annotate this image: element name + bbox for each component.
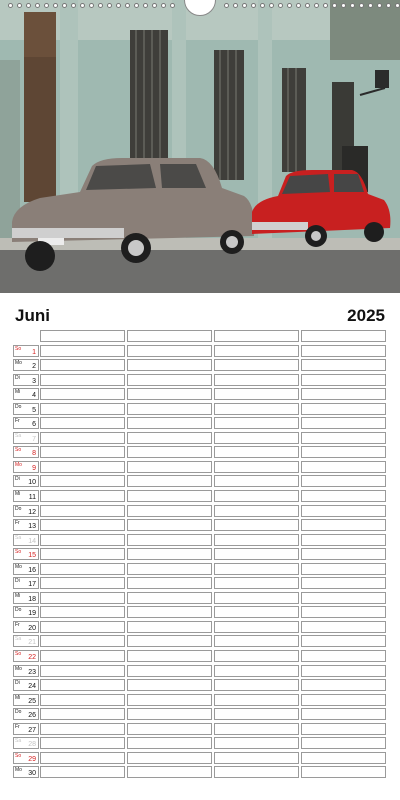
day-row	[13, 649, 386, 664]
entry-cell[interactable]	[214, 475, 299, 487]
day-row	[13, 707, 386, 722]
day-row	[13, 489, 386, 504]
day-number: 24	[28, 683, 36, 691]
entry-cell[interactable]	[301, 345, 386, 357]
day-number: 19	[28, 610, 36, 618]
day-number: 21	[28, 639, 36, 647]
day-row	[13, 664, 386, 679]
entry-cell[interactable]	[40, 505, 125, 517]
entry-cell[interactable]	[301, 388, 386, 400]
entry-cell[interactable]	[301, 766, 386, 778]
day-number: 14	[28, 537, 36, 545]
day-row	[13, 751, 386, 766]
day-row	[13, 765, 386, 780]
entry-cell[interactable]	[214, 577, 299, 589]
day-label-cell	[13, 417, 39, 429]
day-row	[13, 736, 386, 751]
entry-cell[interactable]	[40, 723, 125, 735]
entry-cell[interactable]	[127, 737, 212, 749]
day-label-cell	[13, 374, 39, 386]
day-number: 26	[28, 712, 36, 720]
entry-cell[interactable]	[301, 359, 386, 371]
entry-cell[interactable]	[127, 475, 212, 487]
entry-cell[interactable]	[40, 345, 125, 357]
binding-hole	[224, 3, 229, 8]
day-label-cell	[13, 577, 39, 589]
entry-cell[interactable]	[301, 752, 386, 764]
day-number: 12	[28, 508, 36, 516]
entry-cell[interactable]	[214, 606, 299, 618]
binding-hole	[143, 3, 148, 8]
entry-cell[interactable]	[301, 679, 386, 691]
day-number: 9	[32, 464, 36, 472]
day-row	[13, 547, 386, 562]
weekday-label: Sa	[15, 534, 22, 541]
entry-cell[interactable]	[127, 374, 212, 386]
entry-cell[interactable]	[127, 505, 212, 517]
day-row	[13, 693, 386, 708]
day-label-cell	[13, 708, 39, 720]
entry-cell[interactable]	[40, 563, 125, 575]
day-row	[13, 620, 386, 635]
day-label-cell	[13, 403, 39, 415]
entry-cell[interactable]	[40, 665, 125, 677]
binding-hole	[269, 3, 274, 8]
day-label-cell	[13, 752, 39, 764]
entry-cell[interactable]	[214, 490, 299, 502]
entry-cell[interactable]	[214, 446, 299, 458]
binding-hole	[152, 3, 157, 8]
day-label-cell	[13, 737, 39, 749]
day-number: 20	[28, 624, 36, 632]
binding-hole	[80, 3, 85, 8]
entry-cell[interactable]	[214, 737, 299, 749]
entry-cell[interactable]	[214, 519, 299, 531]
day-number: 29	[28, 755, 36, 763]
day-number: 8	[32, 450, 36, 458]
binding-hole	[242, 3, 247, 8]
entry-cell[interactable]	[127, 534, 212, 546]
entry-cell[interactable]	[40, 534, 125, 546]
entry-cell[interactable]	[40, 737, 125, 749]
entry-cell[interactable]	[301, 403, 386, 415]
day-number: 3	[32, 377, 36, 385]
entry-cell[interactable]	[301, 577, 386, 589]
day-label-cell	[13, 679, 39, 691]
entry-cell[interactable]	[40, 635, 125, 647]
binding-hole	[332, 3, 337, 8]
binding-hole	[251, 3, 256, 8]
entry-cell[interactable]	[301, 708, 386, 720]
weekday-label: Sa	[15, 636, 22, 643]
day-label-cell	[13, 388, 39, 400]
binding-hole	[170, 3, 175, 8]
entry-cell[interactable]	[127, 679, 212, 691]
weekday-label: Di	[15, 374, 20, 381]
entry-cell[interactable]	[127, 752, 212, 764]
weekday-label: Mi	[15, 694, 21, 701]
entry-cell[interactable]	[127, 592, 212, 604]
entry-cell[interactable]	[301, 563, 386, 575]
day-number: 10	[28, 479, 36, 487]
entry-cell[interactable]	[40, 475, 125, 487]
entry-cell[interactable]	[214, 563, 299, 575]
entry-cell[interactable]	[40, 359, 125, 371]
entry-cell[interactable]	[127, 708, 212, 720]
binding-hole	[368, 3, 373, 8]
weekday-label: Mo	[15, 665, 22, 672]
binding-hole	[395, 3, 400, 8]
day-number: 17	[28, 581, 36, 589]
binding-hole	[287, 3, 292, 8]
binding-hole	[17, 3, 22, 8]
weekday-label: Fr	[15, 621, 20, 628]
weekday-label: Fr	[15, 520, 20, 527]
entry-cell[interactable]	[301, 505, 386, 517]
weekday-label: Mi	[15, 389, 21, 396]
binding-hole	[134, 3, 139, 8]
entry-cell[interactable]	[214, 708, 299, 720]
entry-cell[interactable]	[127, 606, 212, 618]
entry-cell[interactable]	[40, 766, 125, 778]
day-label-cell	[13, 606, 39, 618]
day-row	[13, 533, 386, 548]
day-label-cell	[13, 359, 39, 371]
day-row	[13, 445, 386, 460]
binding-hole	[35, 3, 40, 8]
binding-hole	[386, 3, 391, 8]
weekday-label: Di	[15, 476, 20, 483]
entry-cell[interactable]	[127, 359, 212, 371]
entry-cell[interactable]	[214, 505, 299, 517]
day-row	[13, 562, 386, 577]
day-row	[13, 431, 386, 446]
weekday-label: Mi	[15, 592, 21, 599]
entry-cell[interactable]	[40, 621, 125, 633]
day-row	[13, 460, 386, 475]
weekday-label: Fr	[15, 723, 20, 730]
weekday-label: Do	[15, 709, 22, 716]
entry-cell[interactable]	[40, 592, 125, 604]
entry-cell[interactable]	[301, 592, 386, 604]
entry-cell[interactable]	[40, 548, 125, 560]
weekday-label: So	[15, 752, 22, 759]
entry-cell[interactable]	[301, 534, 386, 546]
day-number: 30	[28, 770, 36, 778]
day-row	[13, 344, 386, 359]
day-label-cell	[13, 490, 39, 502]
entry-cell[interactable]	[214, 461, 299, 473]
entry-cell[interactable]	[301, 490, 386, 502]
day-number: 4	[32, 392, 36, 400]
column-header-cell[interactable]	[40, 330, 125, 342]
binding-hole	[296, 3, 301, 8]
weekday-label: Mo	[15, 767, 22, 774]
entry-cell[interactable]	[214, 388, 299, 400]
entry-cell[interactable]	[40, 374, 125, 386]
day-row	[13, 358, 386, 373]
weekday-label: Mo	[15, 461, 22, 468]
day-number: 7	[32, 435, 36, 443]
day-row	[13, 722, 386, 737]
entry-cell[interactable]	[214, 359, 299, 371]
weekday-label: So	[15, 447, 22, 454]
entry-cell[interactable]	[214, 621, 299, 633]
entry-cell[interactable]	[301, 621, 386, 633]
weekday-label: Fr	[15, 418, 20, 425]
day-number: 22	[28, 654, 36, 662]
entry-cell[interactable]	[301, 417, 386, 429]
binding-hole	[359, 3, 364, 8]
day-number: 6	[32, 421, 36, 429]
entry-cell[interactable]	[301, 461, 386, 473]
binding-hole	[107, 3, 112, 8]
day-label-cell	[13, 635, 39, 647]
entry-cell[interactable]	[214, 723, 299, 735]
entry-cell[interactable]	[214, 650, 299, 662]
entry-cell[interactable]	[40, 403, 125, 415]
day-number: 23	[28, 668, 36, 676]
entry-cell[interactable]	[301, 548, 386, 560]
entry-cell[interactable]	[301, 606, 386, 618]
day-row	[13, 504, 386, 519]
entry-cell[interactable]	[214, 432, 299, 444]
day-row	[13, 416, 386, 431]
weekday-label: Sa	[15, 738, 22, 745]
weekday-label: Mo	[15, 360, 22, 367]
binding-hole	[26, 3, 31, 8]
entry-cell[interactable]	[301, 519, 386, 531]
entry-cell[interactable]	[127, 345, 212, 357]
binding-hole	[71, 3, 76, 8]
entry-cell[interactable]	[40, 708, 125, 720]
entry-cell[interactable]	[40, 490, 125, 502]
entry-cell[interactable]	[127, 490, 212, 502]
day-row	[13, 474, 386, 489]
day-number: 27	[28, 726, 36, 734]
entry-cell[interactable]	[40, 606, 125, 618]
entry-cell[interactable]	[127, 388, 212, 400]
binding-hole	[98, 3, 103, 8]
entry-cell[interactable]	[214, 592, 299, 604]
day-row	[13, 591, 386, 606]
entry-cell[interactable]	[127, 694, 212, 706]
year-title: 2025	[347, 306, 385, 325]
day-label-cell	[13, 534, 39, 546]
entry-cell[interactable]	[301, 432, 386, 444]
day-row	[13, 518, 386, 533]
entry-cell[interactable]	[301, 694, 386, 706]
binding-hole	[350, 3, 355, 8]
entry-cell[interactable]	[127, 403, 212, 415]
entry-cell[interactable]	[214, 548, 299, 560]
day-number: 25	[28, 697, 36, 705]
entry-cell[interactable]	[301, 723, 386, 735]
binding-hole	[89, 3, 94, 8]
day-row	[13, 402, 386, 417]
entry-cell[interactable]	[214, 374, 299, 386]
day-label-cell	[13, 694, 39, 706]
entry-cell[interactable]	[127, 417, 212, 429]
day-number: 13	[28, 523, 36, 531]
entry-cell[interactable]	[214, 694, 299, 706]
entry-cell[interactable]	[40, 519, 125, 531]
binding-hole	[341, 3, 346, 8]
day-row	[13, 576, 386, 591]
entry-cell[interactable]	[301, 737, 386, 749]
entry-cell[interactable]	[40, 650, 125, 662]
entry-cell[interactable]	[127, 723, 212, 735]
weekday-label: Do	[15, 505, 22, 512]
entry-cell[interactable]	[301, 475, 386, 487]
day-number: 18	[28, 595, 36, 603]
binding-hole	[278, 3, 283, 8]
entry-cell[interactable]	[40, 679, 125, 691]
day-label-cell	[13, 592, 39, 604]
binding-hole	[8, 3, 13, 8]
weekday-label: Do	[15, 607, 22, 614]
entry-cell[interactable]	[127, 635, 212, 647]
day-label-cell	[13, 723, 39, 735]
day-label-cell	[13, 461, 39, 473]
entry-cell[interactable]	[127, 577, 212, 589]
day-label-cell	[13, 766, 39, 778]
day-label-cell	[13, 345, 39, 357]
day-label-cell	[13, 505, 39, 517]
calendar-photo	[0, 0, 400, 293]
binding-hole	[44, 3, 49, 8]
entry-cell[interactable]	[40, 752, 125, 764]
day-row	[13, 605, 386, 620]
day-number: 5	[32, 406, 36, 414]
binding-hole	[161, 3, 166, 8]
entry-cell[interactable]	[40, 388, 125, 400]
entry-cell[interactable]	[214, 635, 299, 647]
day-label-cell	[13, 548, 39, 560]
entry-cell[interactable]	[127, 650, 212, 662]
day-label-cell	[13, 519, 39, 531]
weekday-label: Di	[15, 578, 20, 585]
binding-hole	[233, 3, 238, 8]
day-label-cell	[13, 665, 39, 677]
entry-cell[interactable]	[214, 752, 299, 764]
entry-cell[interactable]	[127, 519, 212, 531]
binding-hole	[377, 3, 382, 8]
entry-cell[interactable]	[40, 432, 125, 444]
entry-cell[interactable]	[40, 577, 125, 589]
column-header-cell[interactable]	[301, 330, 386, 342]
day-row	[13, 678, 386, 693]
day-label-cell	[13, 446, 39, 458]
entry-cell[interactable]	[127, 621, 212, 633]
entry-cell[interactable]	[40, 694, 125, 706]
day-row	[13, 373, 386, 388]
binding-hole	[125, 3, 130, 8]
binding-hole	[323, 3, 328, 8]
day-number: 28	[28, 741, 36, 749]
day-label-cell	[13, 432, 39, 444]
day-number: 16	[28, 566, 36, 574]
entry-cell[interactable]	[301, 635, 386, 647]
entry-cell[interactable]	[214, 679, 299, 691]
day-number: 15	[28, 552, 36, 560]
binding-hole	[260, 3, 265, 8]
day-number: 1	[32, 348, 36, 356]
header-row	[13, 329, 386, 344]
entry-cell[interactable]	[127, 432, 212, 444]
day-number: 2	[32, 363, 36, 371]
entry-cell[interactable]	[301, 650, 386, 662]
day-label-cell	[13, 621, 39, 633]
entry-cell[interactable]	[40, 417, 125, 429]
entry-cell[interactable]	[127, 548, 212, 560]
weekday-label: Mo	[15, 563, 22, 570]
entry-cell[interactable]	[127, 563, 212, 575]
entry-cell[interactable]	[214, 534, 299, 546]
entry-cell[interactable]	[214, 766, 299, 778]
entry-cell[interactable]	[214, 345, 299, 357]
day-row	[13, 387, 386, 402]
binding-hole	[305, 3, 310, 8]
binding-hole	[116, 3, 121, 8]
entry-cell[interactable]	[301, 665, 386, 677]
day-number: 11	[28, 494, 36, 502]
binding-hole	[53, 3, 58, 8]
entry-cell[interactable]	[214, 665, 299, 677]
weekday-label: So	[15, 549, 22, 556]
binding-hole	[62, 3, 67, 8]
month-title: Juni	[15, 306, 50, 325]
weekday-label: So	[15, 651, 22, 658]
entry-cell[interactable]	[40, 461, 125, 473]
entry-cell[interactable]	[214, 403, 299, 415]
binding-hole	[314, 3, 319, 8]
weekday-label: Di	[15, 680, 20, 687]
entry-cell[interactable]	[127, 766, 212, 778]
column-header-cell[interactable]	[127, 330, 212, 342]
day-label-cell	[13, 475, 39, 487]
day-label-cell	[13, 650, 39, 662]
entry-cell[interactable]	[127, 446, 212, 458]
weekday-label: Do	[15, 403, 22, 410]
weekday-label: So	[15, 345, 22, 352]
entry-cell[interactable]	[301, 446, 386, 458]
entry-cell[interactable]	[301, 374, 386, 386]
calendar-grid	[13, 329, 386, 780]
day-row	[13, 634, 386, 649]
entry-cell[interactable]	[127, 665, 212, 677]
entry-cell[interactable]	[214, 417, 299, 429]
entry-cell[interactable]	[127, 461, 212, 473]
weekday-label: Sa	[15, 432, 22, 439]
weekday-label: Mi	[15, 491, 21, 498]
day-label-cell	[13, 563, 39, 575]
entry-cell[interactable]	[40, 446, 125, 458]
column-header-cell[interactable]	[214, 330, 299, 342]
